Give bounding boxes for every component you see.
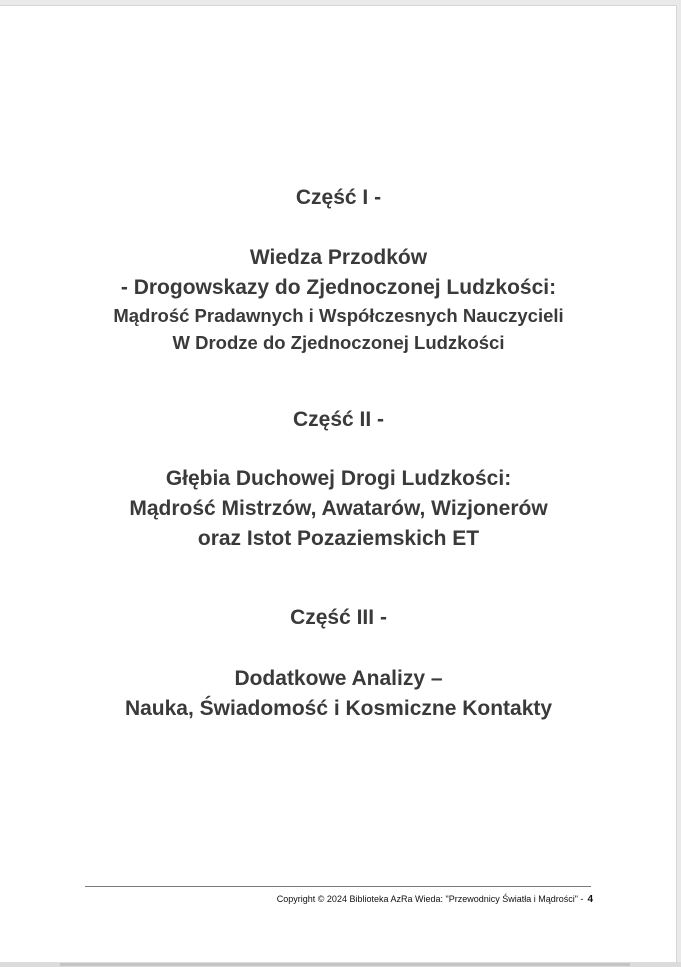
- part3-heading-line1: Dodatkowe Analizy –: [234, 667, 443, 690]
- part1-subheading-line1: Mądrość Pradawnych i Współczesnych Nauczycieli: [113, 305, 564, 326]
- footer-copyright: Copyright © 2024 Biblioteka AzRa Wieda: "Przewodnicy Światła i Mądrości" -: [276, 894, 584, 904]
- horizontal-scrollbar[interactable]: [0, 962, 681, 967]
- part2-heading-line3: oraz Istot Pozaziemskich ET: [197, 527, 480, 550]
- document-page: [0, 5, 677, 962]
- scrollbar-thumb[interactable]: [60, 963, 630, 966]
- part1-subheading-line2: W Drodze do Zjednoczonej Ludzkości: [172, 332, 505, 353]
- part2-title: Część II -: [292, 408, 385, 431]
- part1-heading-line1: Wiedza Przodków: [249, 246, 428, 269]
- part3-heading-line2: Nauka, Świadomość i Kosmiczne Kontakty: [124, 697, 553, 720]
- part1-title: Część I -: [295, 186, 382, 209]
- page-footer: [277, 894, 593, 905]
- part1-heading-line2: - Drogowskazy do Zjednoczonej Ludzkości:: [120, 276, 557, 299]
- footer-divider: [85, 886, 591, 887]
- part3-title: Część III -: [290, 606, 387, 629]
- part2-heading-line1: Głębia Duchowej Drogi Ludzkości:: [165, 467, 512, 490]
- page-number: 4: [587, 894, 593, 905]
- part2-heading-line2: Mądrość Mistrzów, Awatarów, Wizjonerów: [129, 497, 548, 520]
